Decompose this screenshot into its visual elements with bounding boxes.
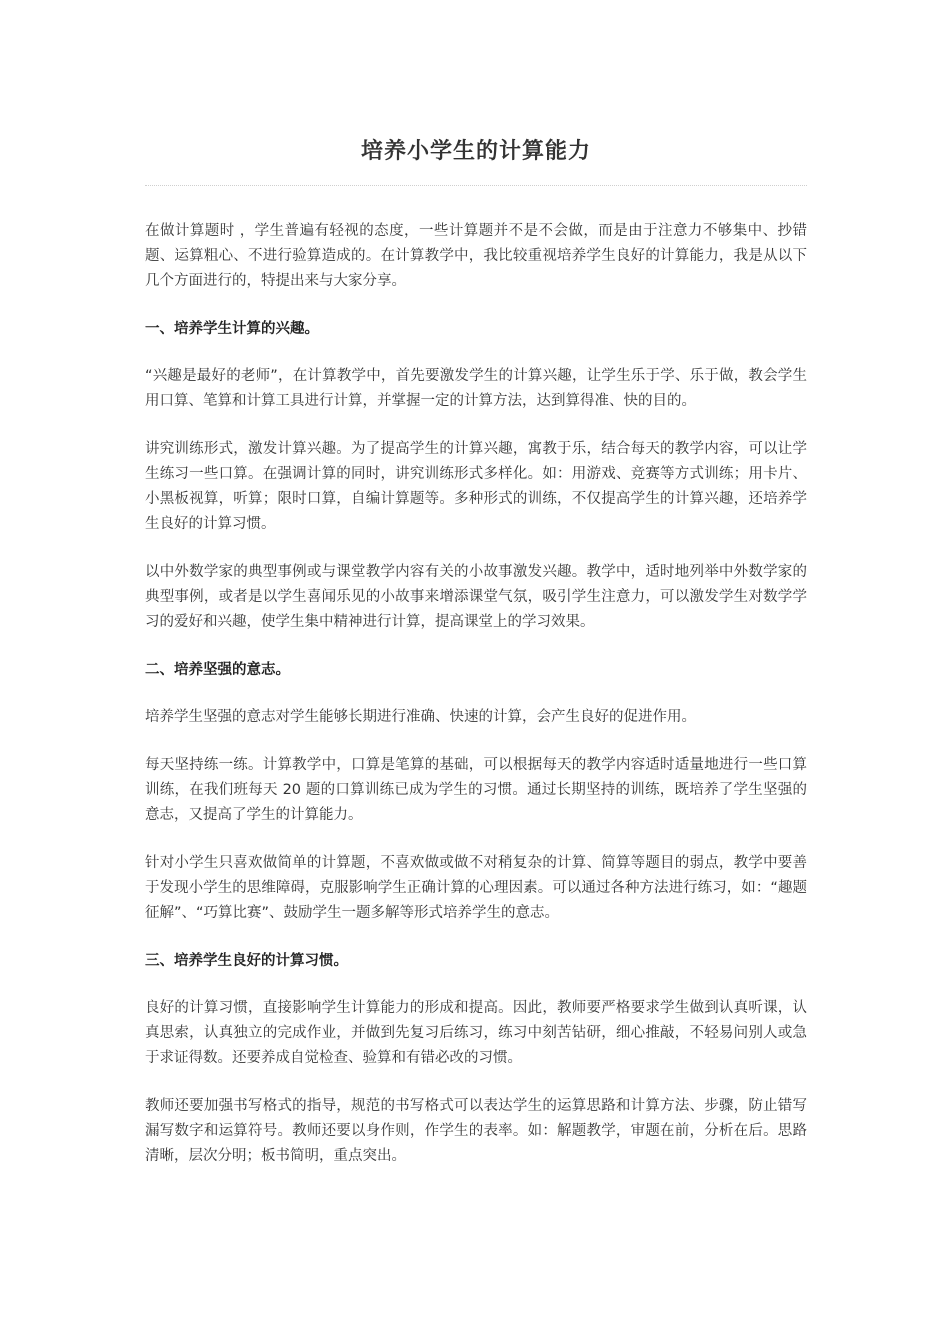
page-title: 培养小学生的计算能力 bbox=[360, 139, 591, 164]
section-heading-1: 一、培养学生计算的兴趣。 bbox=[145, 321, 319, 337]
intro-paragraph: 在做计算题时 ，学生普遍有轻视的态度，一些计算题并不是不会做，而是由于注意力不够集中、抄错题、运算粗心、不进行验算造成的。在计算教学中，我比较重视培养学生良好的计算能力，我是从以下几个方面进行的，特提出来与大家分享。 bbox=[145, 223, 807, 289]
paragraph: 针对小学生只喜欢做简单的计算题，不喜欢做或做不对稍复杂的计算、简算等题目的弱点，教学中要善于发现小学生的思维障碍，克服影响学生正确计算的心理因素。可以通过各种方法进行练习，如：“趣题征解”、“巧算比赛”、鼓励学生一题多解等形式培养学生的意志。 bbox=[145, 855, 807, 921]
paragraph: 以中外数学家的典型事例或与课堂教学内容有关的小故事激发兴趣。教学中，适时地列举中外数学家的典型事例，或者是以学生喜闻乐见的小故事来增添课堂气氛，吸引学生注意力，可以激发学生对数学学习的爱好和兴趣，使学生集中精神进行计算，提高课堂上的学习效果。 bbox=[145, 564, 807, 630]
paragraph: 良好的计算习惯，直接影响学生计算能力的形成和提高。因此，教师要严格要求学生做到认真听课，认真思索，认真独立的完成作业，并做到先复习后练习，练习中刻苦钻研，细心推敲，不轻易问别人或急于求证得数。还要养成自觉检查、验算和有错必改的习惯。 bbox=[145, 1000, 807, 1066]
paragraph: 教师还要加强书写格式的指导，规范的书写格式可以表达学生的运算思路和计算方法、步骤，防止错写漏写数字和运算符号。教师还要以身作则，作学生的表率。如：解题教学，审题在前，分析在后。思路清晰，层次分明；板书简明，重点突出。 bbox=[145, 1098, 807, 1164]
paragraph: 培养学生坚强的意志对学生能够长期进行准确、快速的计算，会产生良好的促进作用。 bbox=[145, 709, 696, 725]
article-body bbox=[145, 219, 807, 1169]
section-heading-2: 二、培养坚强的意志。 bbox=[145, 662, 290, 678]
paragraph: 每天坚持练一练。计算教学中，口算是笔算的基础，可以根据每天的教学内容适时适量地进行一些口算训练，在我们班每天 20 题的口算训练已成为学生的习惯。通过长期坚持的训练，既培养了学生坚强的意志，又提高了学生的计算能力。 bbox=[145, 757, 807, 823]
document-page bbox=[145, 0, 807, 1192]
paragraph: 讲究训练形式，激发计算兴趣。为了提高学生的计算兴趣，寓教于乐，结合每天的教学内容，可以让学生练习一些口算。在强调计算的同时，讲究训练形式多样化。如：用游戏、竞赛等方式训练；用卡片、小黑板视算，听算；限时口算，自编计算题等。多种形式的训练，不仅提高学生的计算兴趣，还培养学生良好的计算习惯。 bbox=[145, 441, 807, 532]
title-divider bbox=[145, 185, 807, 186]
section-heading-3: 三、培养学生良好的计算习惯。 bbox=[145, 953, 348, 969]
paragraph: “兴趣是最好的老师”，在计算教学中，首先要激发学生的计算兴趣，让学生乐于学、乐于做，教会学生用口算、笔算和计算工具进行计算，并掌握一定的计算方法，达到算得准、快的目的。 bbox=[145, 368, 807, 409]
